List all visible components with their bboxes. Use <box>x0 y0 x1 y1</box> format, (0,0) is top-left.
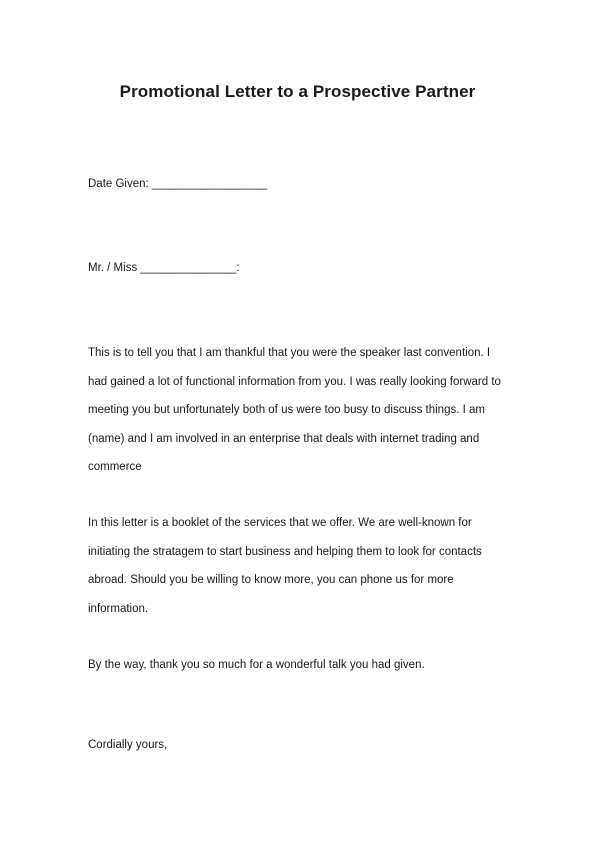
paragraph-line: commerce <box>88 461 142 473</box>
closing-line: Cordially yours, <box>88 739 168 751</box>
body-paragraph-1 <box>88 345 501 488</box>
paragraph-line: initiating the stratagem to start business and helping them to look for contacts <box>88 545 482 558</box>
document-title: Promotional Letter to a Prospective Partner <box>119 82 476 101</box>
body-paragraph-2 <box>88 515 482 629</box>
paragraph-line: information. <box>88 602 149 615</box>
paragraph-line: In this letter is a booklet of the services that we offer. We are well-known for <box>88 517 472 529</box>
date-line: Date Given: __________________ <box>88 178 268 190</box>
paragraph-line: had gained a lot of functional information from you. I was really looking forward to <box>88 375 501 388</box>
paragraph-line: meeting you but unfortunately both of us were too busy to discuss things. I am <box>88 404 485 416</box>
salutation-line: Mr. / Miss _______________: <box>88 262 240 274</box>
paragraph-line: (name) and I am involved in an enterprise that deals with internet trading and <box>88 432 480 445</box>
paragraph-line: This is to tell you that I am thankful that you were the speaker last convention. I <box>88 347 491 359</box>
body-paragraph-3 <box>88 657 425 686</box>
paragraph-line: abroad. Should you be willing to know more, you can phone us for more <box>88 574 454 586</box>
paragraph-line: By the way, thank you so much for a wonderful talk you had given. <box>88 659 425 671</box>
